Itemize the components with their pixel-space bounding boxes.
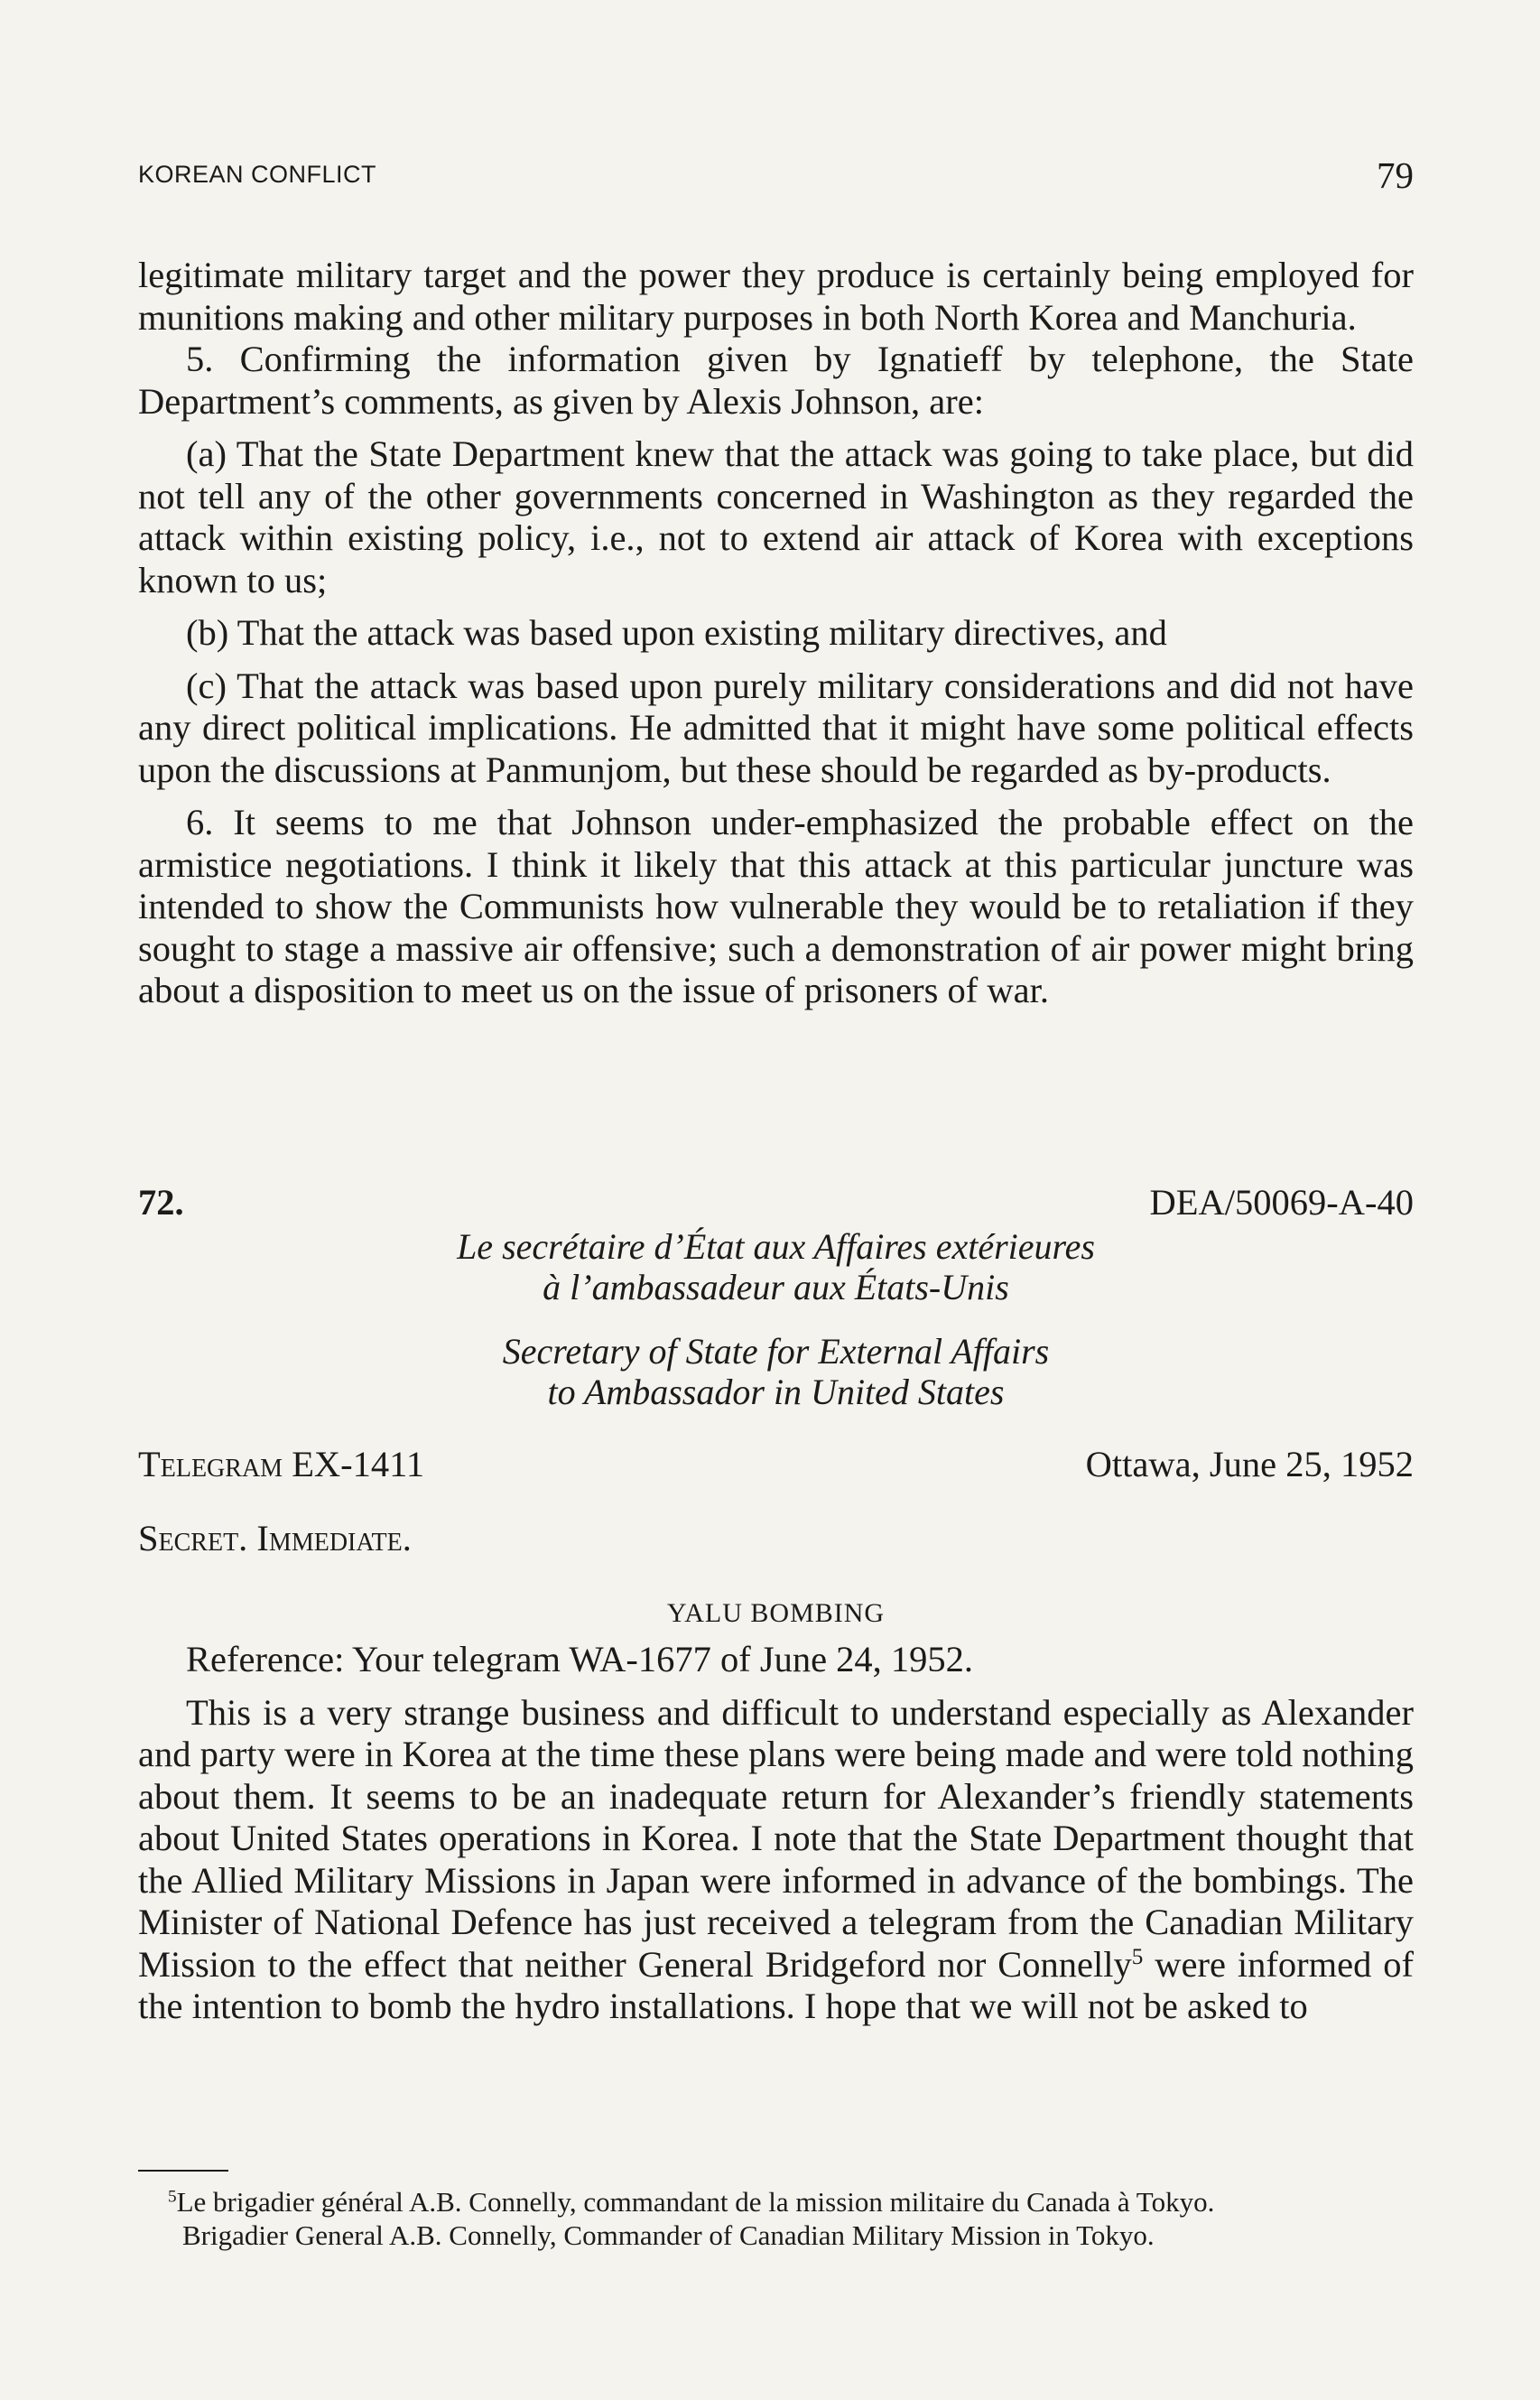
subject-heading: YALU BOMBING	[666, 1598, 886, 1628]
telegram-text-part-2: were informed of the intention to bomb the hydro installations. I hope that we will not be asked to	[138, 1943, 1414, 2026]
running-title: KOREAN CONFLICT	[138, 161, 377, 188]
paragraph-5: 5. Confirming the information given by Ignatieff by telephone, the State Department’s comments, as given by Alexis Johnson, are:	[138, 339, 1414, 422]
paragraph-continuation: legitimate military target and the power they produce is certainly being employed for munitions making and other military purposes in both North Korea and Manchuria.	[138, 255, 1414, 338]
telegram-row	[138, 1443, 1414, 1488]
classification: Secret. Immediate.	[138, 1518, 412, 1558]
body-text-telegram	[138, 1639, 1414, 2028]
document-number: 72.	[138, 1182, 184, 1223]
heading-english-line-2: to Ambassador in United States	[547, 1372, 1005, 1412]
paragraph-5b: (b) That the attack was based upon existing military directives, and	[186, 612, 1167, 653]
heading-english-line-1: Secretary of State for External Affairs	[502, 1331, 1050, 1372]
paragraph-5c: (c) That the attack was based upon purely military considerations and did not have any direct political implications. He admitted that it might have some political effects upon the discussions at Panmunjom, but these should be regarded as by-products.	[138, 665, 1414, 790]
footnote-french-text: Le brigadier général A.B. Connelly, commandant de la mission militaire du Canada à Tokyo.	[176, 2186, 1215, 2218]
heading-french	[138, 1226, 1414, 1307]
document-number-row	[138, 1181, 1414, 1226]
footnotes	[168, 2185, 1214, 2252]
footnote-english: Brigadier General A.B. Connelly, Commander of Canadian Military Mission in Tokyo.	[182, 2219, 1155, 2251]
page-number: 79	[1377, 154, 1414, 196]
telegram-paragraph	[138, 1692, 1414, 2028]
heading-english	[138, 1331, 1414, 1412]
footnote-marker: 5	[168, 2187, 177, 2207]
paragraph-5a: (a) That the State Department knew that the attack was going to take place, but did not tell any of the other governments concerned in Washington as they regarded the attack within existing policy, i.e., not to extend air attack of Korea with exceptions known to us;	[138, 433, 1414, 600]
heading-french-line-1: Le secrétaire d’État aux Affaires extérieures	[457, 1226, 1095, 1267]
heading-french-line-2: à l’ambassadeur aux États-Unis	[543, 1267, 1009, 1307]
telegram-text-part-1: This is a very strange business and difficult to understand especially as Alexander and party were in Korea at the time these plans were being made and were told nothing about them. It seems to be an inadequate return for Alexander’s friendly statements about United States operations in Korea. I note that the State Department thought that the Allied Military Missions in Japan were informed in advance of the bombings. The Minister of National Defence has just received a telegram from the Canadian Military Mission to the effect that neither General Bridgeford nor Connelly	[138, 1691, 1414, 1985]
paragraph-6: 6. It seems to me that Johnson under-emphasized the probable effect on the armistice negotiations. I think it likely that this attack at this particular juncture was intended to show the Communists how vulnerable they would be to retaliation if they sought to stage a massive air offensive; such a demonstration of air power might bring about a disposition to meet us on the issue of prisoners of war.	[138, 802, 1414, 1010]
reference-line: Reference: Your telegram WA-1677 of June 24, 1952.	[186, 1639, 974, 1679]
file-reference: DEA/50069-A-40	[1149, 1182, 1414, 1223]
telegram-id: Telegram EX-1411	[138, 1444, 425, 1484]
footnote-divider	[138, 2170, 228, 2172]
footnote-reference: 5	[1131, 1944, 1144, 1969]
body-text-top	[138, 255, 1414, 1012]
footnote-french	[168, 2185, 1214, 2219]
place-date: Ottawa, June 25, 1952	[1085, 1444, 1414, 1484]
running-head	[138, 153, 1414, 197]
